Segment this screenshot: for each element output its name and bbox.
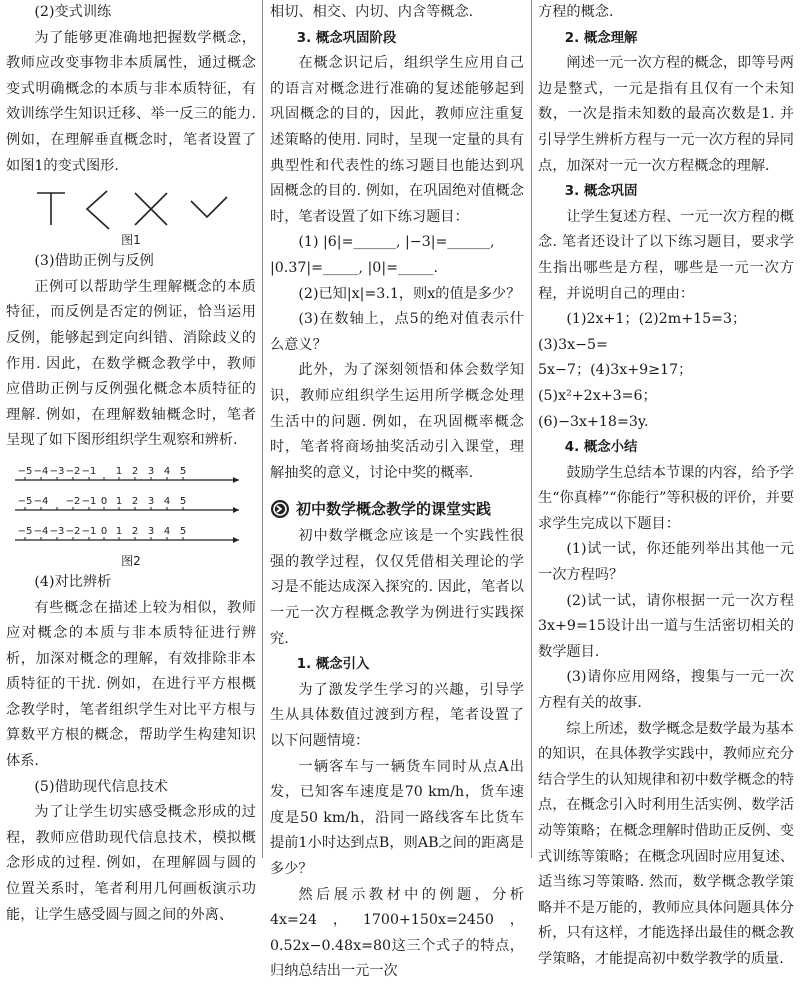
paragraph: 然后展示教材中的例题，分析4x=24，1700+150x=2450，0.52x−0.48x=80这三个式子的特点，归纳总结出一元一次	[270, 886, 524, 980]
paragraph: 为了让学生切实感受概念形成的过程，教师应借助现代信息技术，模拟概念形成的过程. 例如，在理解圆与圆的位置关系时，笔者利用几何画板演示功能，让学生感受圆与圆之间的外离、	[6, 804, 256, 923]
fig2-tick-label: 3	[147, 495, 155, 507]
fig2-tick-label: −1	[81, 525, 97, 537]
fig2-tick-label: 4	[163, 465, 171, 477]
equation-list-3: (6)−3x+18=3y.	[538, 413, 649, 430]
task-2: (2)试一试，请你根据一元一次方程3x+9=15设计出一道与生活密切相关的数学题目.	[538, 592, 794, 660]
section-title: 初中数学概念教学的课堂实践	[296, 500, 492, 519]
paragraph: 方程的概念.	[538, 4, 614, 20]
exercise-1b: |0.37|=_____, |0|=_____.	[270, 259, 438, 276]
fig2-tick-label: −4	[33, 465, 49, 477]
fig2-tick-label: −3	[49, 465, 65, 477]
figure-1-caption: 图1	[121, 233, 141, 248]
fig2-tick-label: −1	[81, 495, 97, 507]
heading-information-technology: (5)借助现代信息技术	[34, 778, 168, 795]
equation-list-1: (1)2x+1；(2)2m+15=3；(3)3x−5=	[538, 311, 747, 353]
exercise-3: (3)在数轴上，点5的绝对值表示什么意义？	[270, 311, 524, 353]
column-divider	[531, 0, 532, 858]
fig1-angle-left	[87, 191, 109, 229]
fig2-tick-label: 1	[115, 525, 123, 537]
paragraph: 在概念识记后，组织学生应用自己的语言对概念进行准确的复述能够起到巩固概念的目的，因此，教师应注重复述策略的使用. 同时，呈现一定量的具有典型性和代表性的练习题目也能达到巩固概念的目的. 例如，在巩固绝对值概念时，笔者设置了如下练习题目：	[270, 55, 524, 225]
paragraph: 正例可以帮助学生理解概念的本质特征，而反例是否定的例证，恰当运用反例，能够起到定向纠错、消除歧义的作用. 因此，在数学概念教学中，教师应借助正例与反例强化概念本质特征的理解. 例如，在理解数轴概念时，笔者呈现了如下图形组织学生观察和辨析.	[6, 278, 256, 449]
paragraph: 鼓励学生总结本节课的内容，给予学生“你真棒”“你能行”等积极的评价，并要求学生完成以下题目：	[538, 464, 795, 532]
fig2-tick-label: 3	[147, 525, 155, 537]
heading-concept-introduction: 1. 概念引入	[296, 657, 370, 673]
fig2-tick-label: 1	[115, 495, 123, 507]
paragraph: 让学生复述方程、一元一次方程的概念. 笔者还设计了以下练习题目，要求学生指出哪些是方程，哪些是一元一次方程，并说明自己的理由：	[538, 208, 794, 302]
fig2-axis-arrow	[233, 507, 239, 513]
fig2-tick-label: 5	[179, 465, 187, 477]
heading-variant-training: (2)变式训练	[34, 4, 112, 20]
fig2-tick-label: 0	[100, 525, 108, 537]
section-marker-icon	[270, 499, 290, 519]
exercise-2: (2)已知|x|=3.1，则x的值是多少？	[298, 285, 521, 302]
fig2-tick-label: −2	[65, 525, 81, 537]
fig2-tick-label: 4	[163, 525, 171, 537]
heading-positive-negative-examples: (3)借助正例与反例	[34, 253, 154, 270]
fig2-tick-label: −2	[65, 495, 81, 507]
fig2-tick-label: 5	[179, 525, 187, 537]
column-2	[270, 0, 524, 980]
fig2-axis-arrow	[233, 477, 239, 483]
exercise-1a: (1) |6|=______, |−3|=______,	[298, 234, 495, 251]
fig2-axis-arrow	[233, 537, 239, 543]
fig2-tick-label: 2	[131, 495, 139, 507]
section-heading	[270, 494, 524, 524]
paragraph: 有些概念在描述上较为相似，教师应对概念的本质与非本质特征进行辨析，加深对概念的理解，有效排除非本质特征的干扰. 例如，在进行平方根概念教学时，笔者组织学生对比平方根与算数平方根的概念，帮助学生构建知识体系.	[6, 599, 256, 770]
fig1-angle-v	[191, 197, 227, 217]
paragraph: 初中数学概念应该是一个实践性很强的教学过程，仅仅凭借相关理论的学习是不能达成深入探究的. 因此，笔者以一元一次方程概念教学为例进行实践探究.	[270, 528, 524, 647]
fig2-tick-label: −3	[49, 525, 65, 537]
conclusion-paragraph: 综上所述，数学概念是数学最为基本的知识，在具体教学实践中，教师应充分结合学生的认知规律和初中数学概念的特点，在概念引入时利用生活实例、数学活动等策略；在概念理解时借助正反例、变式训练等策略；在概念巩固时应用复述、适当练习等策略. 然而，数学概念教学策略并不是万能的，教师应具体问题具体分析，只有这样，才能选择出最佳的概念教学策略，才能提高初中数学教学的质量.	[538, 720, 794, 967]
fig2-tick-label: −4	[33, 495, 49, 507]
equation-list-2: 5x−7；(4)3x+9≥17；(5)x²+2x+3=6；	[538, 362, 693, 404]
heading-concept-consolidation: 3. 概念巩固	[564, 184, 638, 200]
paragraph: 为了能够更准确地把握数学概念，教师应改变事物非本质属性，通过概念变式明确概念的本质与非本质特征，有效训练学生知识迁移、举一反三的能力. 例如，在理解垂直概念时，笔者设置了如图1的变式图形.	[6, 29, 256, 174]
fig2-tick-label: 3	[147, 465, 155, 477]
fig2-tick-label: 0	[100, 495, 108, 507]
column-divider	[262, 0, 263, 858]
fig2-tick-label: −5	[17, 465, 33, 477]
paragraph: 相切、相交、内切、内含等概念.	[270, 4, 474, 20]
fig2-tick-label: 2	[131, 525, 139, 537]
task-1: (1)试一试，你还能列举出其他一元一次方程吗？	[538, 541, 794, 584]
heading-concept-summary: 4. 概念小结	[564, 440, 638, 456]
fig2-tick-label: −1	[81, 465, 97, 477]
fig2-tick-label: −5	[17, 495, 33, 507]
heading-concept-consolidation-stage: 3. 概念巩固阶段	[296, 30, 397, 46]
heading-concept-understanding: 2. 概念理解	[564, 30, 638, 46]
fig2-tick-label: 2	[131, 465, 139, 477]
fig2-tick-label: 4	[163, 495, 171, 507]
task-3: (3)请你应用网络，搜集与一元一次方程有关的故事.	[538, 669, 794, 712]
fig2-tick-label: 5	[179, 495, 187, 507]
problem-statement: 一辆客车与一辆货车同时从点A出发，已知客车速度是70 km/h，货车速度是50 km/h，沿同一路线客车比货车提前1小时达到点B，则AB之间的距离是多少？	[270, 758, 524, 877]
paragraph: 阐述一元一次方程的概念，即等号两边是整式，一元是指有且仅有一个未知数，一次是指未知数的最高次数是1. 并引导学生辨析方程与一元一次方程的异同点，加深对一元一次方程概念的理解.	[538, 55, 794, 174]
figure-2-number-lines	[11, 460, 251, 552]
column-3	[538, 0, 795, 967]
paragraph: 为了激发学生学习的兴趣，引导学生从具体数值过渡到方程，笔者设置了以下问题情境：	[270, 681, 524, 750]
fig2-tick-label: −5	[17, 525, 33, 537]
figure-1-perpendicular-variants	[31, 187, 231, 231]
fig2-tick-label: 1	[115, 465, 123, 477]
fig2-tick-label: −4	[33, 525, 49, 537]
column-1	[6, 0, 256, 923]
paragraph: 此外，为了深刻领悟和体会数学知识，教师应组织学生运用所学概念处理生活中的问题. 例如，在巩固概率概念时，笔者将商场抽奖活动引入课堂，理解抽奖的意义，讨论中奖的概率.	[270, 362, 524, 481]
heading-contrast-analysis: (4)对比辨析	[34, 573, 112, 590]
fig2-tick-label: −2	[65, 465, 81, 477]
figure-2-caption: 图2	[121, 553, 141, 568]
